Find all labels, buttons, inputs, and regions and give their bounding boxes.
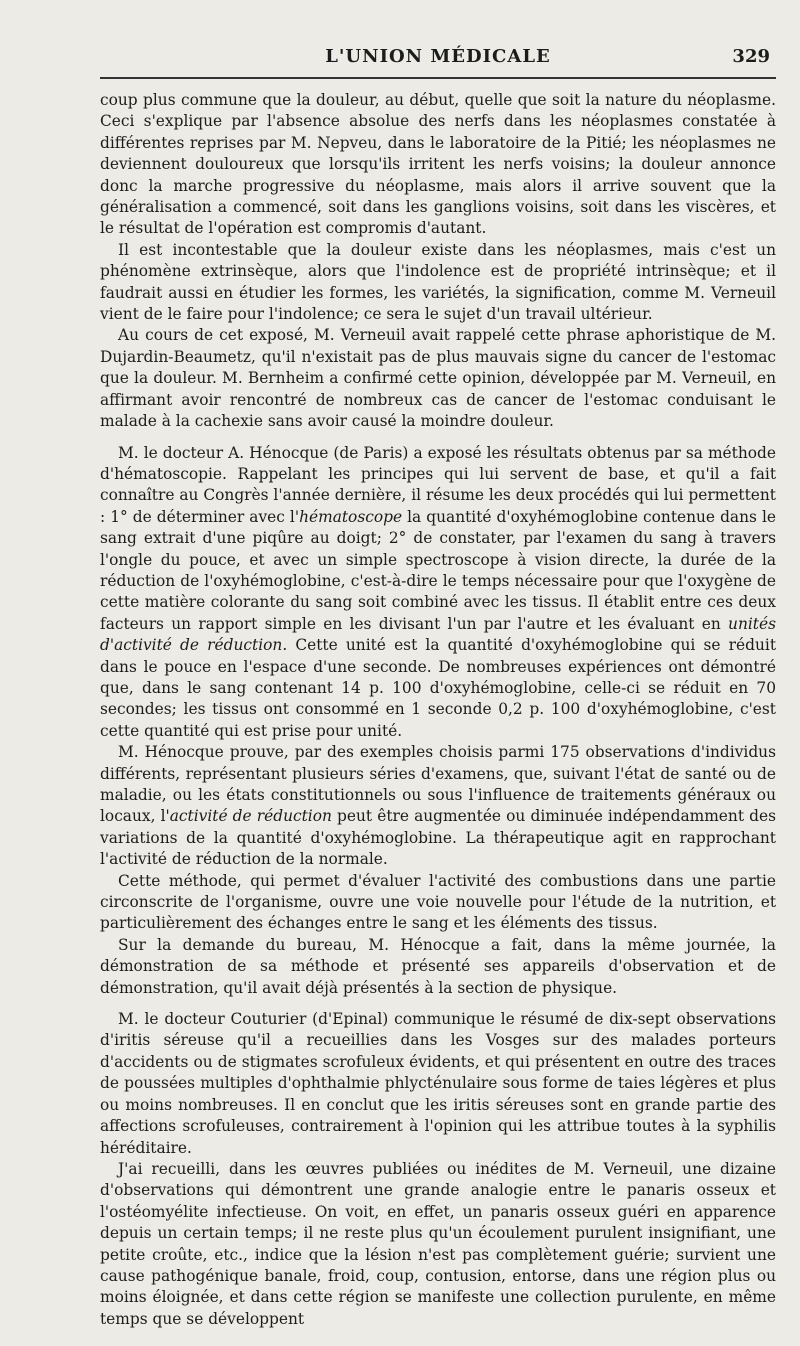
section-gap — [100, 433, 776, 443]
paragraph: J'ai recueilli, dans les œuvres publiées ou inédites de M. Verneuil, une dizaine d'observations qui démontrent une grande analogie entre le panaris osseux et l'ostéomyélite infectieuse. On voit, en effet, un panaris osseux guéri en apparence depuis un certain temps; il ne reste plus qu'un écoulement purulent insignifiant, une petite croûte, etc., indice que la lésion n'est pas complètement guérie; survient une cause pathogénique banale, froid, coup, contusion, entorse, dans une région plus ou moins éloignée, et dans cette région se manifeste une collection purulente, en même temps que se développent — [100, 1159, 776, 1328]
page-body — [100, 90, 776, 1330]
paragraph-text: M. Hénocque prouve, par des exemples choisis parmi 175 observations d'individus différents, représentant plusieurs séries d'examens, que, suivant l'état de santé ou de maladie, ou les états constitutionnels ou sous l'influence de traitements généraux ou locaux, l' — [100, 743, 776, 826]
header-rule — [100, 77, 776, 79]
emphasis-text: unités d'activité de réduction — [100, 614, 776, 655]
paragraph-text: . Cette unité est la quantité d'oxyhémoglobine qui se réduit dans le pouce en l'espace d'une seconde. De nombreuses expériences ont démontré que, dans le sang contenant 14 p. 100 d'oxyhémoglobine, celle-ci se réduit en 70 secondes; les tissus ont consommé en 1 seconde 0,2 p. 100 d'oxyhémoglobine, c'est cette quantité qui est prise pour unité. — [100, 636, 776, 740]
running-title: L'UNION MÉDICALE — [325, 46, 551, 67]
paragraph-text: la quantité d'oxyhémoglobine contenue dans le sang extrait d'une piqûre au doigt; 2° de constater, par l'examen du sang à travers l'ongle du pouce, et avec un simple spectroscope à vision directe, la durée de la réduction de l'oxyhémoglobine, c'est-à-dire le temps nécessaire pour que l'oxygène de cette matière colorante du sang soit combiné avec les tissus. Il établit entre ces deux facteurs un rapport simple en les divisant l'un par l'autre et les évaluant en — [100, 507, 776, 633]
emphasis-text: hématoscope — [299, 507, 403, 526]
section-gap — [100, 999, 776, 1009]
paragraph: Sur la demande du bureau, M. Hénocque a fait, dans la même journée, la démonstration de sa méthode et présenté ses appareils d'observation et de démonstration, qu'il avait déjà présentés à la section de physique. — [100, 935, 776, 997]
paragraph-text: peut être augmentée ou diminuée indépendamment des variations de la quantité d'oxyhémoglobine. La thérapeutique agit en rapprochant l'activité de réduction de la normale. — [100, 807, 776, 869]
paragraph — [100, 443, 776, 743]
paragraph: Au cours de cet exposé, M. Verneuil avait rappelé cette phrase aphoristique de M. Dujardin-Beaumetz, qu'il n'existait pas de plus mauvais signe du cancer de l'estomac que la douleur. M. Bernheim a confirmé cette opinion, développée par M. Verneuil, en affirmant avoir rencontré de nombreux cas de cancer de l'estomac conduisant le malade à la cachexie sans avoir causé la moindre douleur. — [100, 326, 776, 431]
paragraph: Cette méthode, qui permet d'évaluer l'activité des combustions dans une partie circonscrite de l'organisme, ouvre une voie nouvelle pour l'étude de la nutrition, et particulièrement des échanges entre le sang et les éléments des tissus. — [100, 871, 776, 933]
paragraph: M. le docteur Couturier (d'Epinal) communique le résumé de dix-sept observations d'iritis séreuse qu'il a recueillies dans les Vosges sur des malades porteurs d'accidents ou de stigmates scrofuleux évidents, et qui présentent en outre des traces de poussées multiples d'ophthalmie phlycténulaire sous forme de taies légères et plus ou moins nombreuses. Il en conclut que les iritis séreuses sont en grande partie des affections scrofuleuses, contrairement à l'opinion qui les attribue toutes à la syphilis héréditaire. — [100, 1010, 776, 1157]
emphasis-text: activité de réduction — [169, 807, 332, 826]
paragraph-text: M. le docteur A. Hénocque (de Paris) a exposé les résultats obtenus par sa méthode d'hématoscopie. Rappelant les principes qui lui servent de base, et qu'il a fait connaître au Congrès l'année dernière, il résume les deux procédés qui lui permettent : 1° de déterminer avec l' — [100, 443, 776, 526]
page-number: 329 — [732, 46, 770, 67]
paragraph: Il est incontestable que la douleur existe dans les néoplasmes, mais c'est un phénomène extrinsèque, alors que l'indolence est de propriété intrinsèque; et il faudrait aussi en étudier les formes, les variétés, la signification, comme M. Verneuil vient de le faire pour l'indolence; ce sera le sujet d'un travail ultérieur. — [100, 240, 776, 324]
paragraph: coup plus commune que la douleur, au début, quelle que soit la nature du néoplasme. Ceci s'explique par l'absence absolue des nerfs dans les néoplasmes constatée à différentes reprises par M. Nepveu, dans le laboratoire de la Pitié; les néoplasmes ne deviennent douloureux que lorsqu'ils irritent les nerfs voisins; la douleur annonce donc la marche progressive du néoplasme, mais alors il arrive souvent que la généralisation a commencé, soit dans les ganglions voisins, soit dans les viscères, et le résultat de l'opération est compromis d'autant. — [100, 91, 776, 238]
page-header — [100, 42, 776, 72]
paragraph — [100, 742, 776, 870]
